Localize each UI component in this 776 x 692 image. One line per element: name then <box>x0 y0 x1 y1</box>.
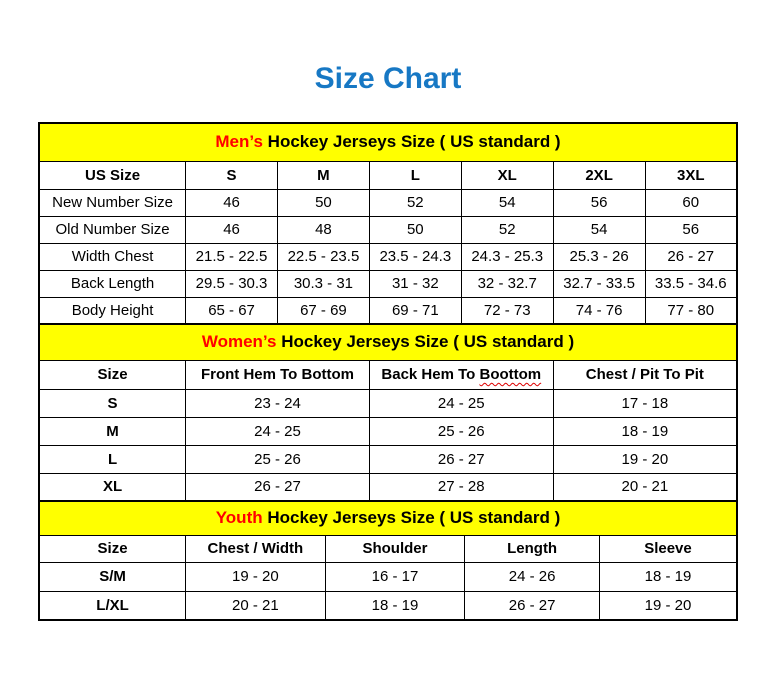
column-header-2xl: 2XL <box>553 161 645 189</box>
column-header-front-hem: Front Hem To Bottom <box>186 360 370 389</box>
cell-value: 18 - 19 <box>553 417 737 445</box>
table-row <box>39 297 737 324</box>
womens-section-title <box>39 324 737 360</box>
cell-value: 77 - 80 <box>645 297 737 324</box>
cell-value: 56 <box>645 216 737 243</box>
size-chart-tables <box>38 122 738 621</box>
table-row <box>39 562 737 591</box>
womens-table-body <box>39 389 737 501</box>
cell-value: 26 - 27 <box>369 445 553 473</box>
column-header-m: M <box>277 161 369 189</box>
table-row <box>39 216 737 243</box>
mens-section-title-row <box>39 123 737 161</box>
column-header-chest-pit: Chest / Pit To Pit <box>553 360 737 389</box>
cell-value: 72 - 73 <box>461 297 553 324</box>
column-header-3xl: 3XL <box>645 161 737 189</box>
cell-value: 18 - 19 <box>325 591 465 620</box>
cell-value: 31 - 32 <box>369 270 461 297</box>
cell-value: 17 - 18 <box>553 389 737 417</box>
cell-value: 26 - 27 <box>645 243 737 270</box>
cell-value: 19 - 20 <box>186 562 326 591</box>
womens-size-table <box>38 323 738 502</box>
cell-value: 54 <box>553 216 645 243</box>
row-label: Width Chest <box>39 243 186 270</box>
cell-value: 32.7 - 33.5 <box>553 270 645 297</box>
cell-value: 23 - 24 <box>186 389 370 417</box>
column-header-us-size: US Size <box>39 161 186 189</box>
mens-title-rest: Hockey Jerseys Size ( US standard ) <box>267 132 561 152</box>
column-header-size: Size <box>39 360 186 389</box>
cell-value: 32 - 32.7 <box>461 270 553 297</box>
table-row <box>39 243 737 270</box>
youth-section-title-row <box>39 501 737 535</box>
mens-size-table <box>38 122 738 325</box>
column-header-shoulder: Shoulder <box>325 535 465 562</box>
youth-accent-label: Youth <box>215 508 263 528</box>
back-hem-prefix: Back Hem To <box>381 366 476 383</box>
youth-column-header-row <box>39 535 737 562</box>
column-header-s: S <box>186 161 278 189</box>
youth-table-body <box>39 562 737 620</box>
column-header-back-hem <box>369 360 553 389</box>
cell-value: 24 - 25 <box>186 417 370 445</box>
womens-column-header-row <box>39 360 737 389</box>
womens-title-rest: Hockey Jerseys Size ( US standard ) <box>281 332 575 352</box>
column-header-l: L <box>369 161 461 189</box>
table-row <box>39 417 737 445</box>
cell-value: 67 - 69 <box>277 297 369 324</box>
mens-accent-label: Men’s <box>215 132 263 152</box>
youth-title-rest: Hockey Jerseys Size ( US standard ) <box>267 508 561 528</box>
cell-value: 20 - 21 <box>186 591 326 620</box>
cell-value: 52 <box>461 216 553 243</box>
mens-section-title <box>39 123 737 161</box>
youth-header-section <box>39 501 737 562</box>
cell-value: 19 - 20 <box>599 591 737 620</box>
table-row <box>39 445 737 473</box>
cell-value: 20 - 21 <box>553 473 737 501</box>
row-label: L/XL <box>39 591 186 620</box>
cell-value: 56 <box>553 189 645 216</box>
mens-table-body <box>39 189 737 324</box>
table-row <box>39 473 737 501</box>
womens-header-section <box>39 324 737 389</box>
column-header-length: Length <box>465 535 600 562</box>
cell-value: 69 - 71 <box>369 297 461 324</box>
row-label: Body Height <box>39 297 186 324</box>
cell-value: 24 - 26 <box>465 562 600 591</box>
table-row <box>39 189 737 216</box>
column-header-size: Size <box>39 535 186 562</box>
cell-value: 52 <box>369 189 461 216</box>
cell-value: 22.5 - 23.5 <box>277 243 369 270</box>
cell-value: 46 <box>186 216 278 243</box>
cell-value: 19 - 20 <box>553 445 737 473</box>
column-header-sleeve: Sleeve <box>599 535 737 562</box>
womens-section-title-row <box>39 324 737 360</box>
cell-value: 29.5 - 30.3 <box>186 270 278 297</box>
row-label: S/M <box>39 562 186 591</box>
cell-value: 46 <box>186 189 278 216</box>
cell-value: 50 <box>277 189 369 216</box>
cell-value: 60 <box>645 189 737 216</box>
cell-value: 25.3 - 26 <box>553 243 645 270</box>
back-hem-misspelled-word: Boottom <box>479 366 542 383</box>
cell-value: 26 - 27 <box>465 591 600 620</box>
mens-column-header-row <box>39 161 737 189</box>
row-label: Back Length <box>39 270 186 297</box>
cell-value: 65 - 67 <box>186 297 278 324</box>
cell-value: 16 - 17 <box>325 562 465 591</box>
cell-value: 50 <box>369 216 461 243</box>
cell-value: 27 - 28 <box>369 473 553 501</box>
row-label: L <box>39 445 186 473</box>
row-label: New Number Size <box>39 189 186 216</box>
cell-value: 23.5 - 24.3 <box>369 243 461 270</box>
cell-value: 74 - 76 <box>553 297 645 324</box>
cell-value: 26 - 27 <box>186 473 370 501</box>
table-row <box>39 270 737 297</box>
column-header-chest-width: Chest / Width <box>186 535 326 562</box>
cell-value: 33.5 - 34.6 <box>645 270 737 297</box>
mens-header-section <box>39 123 737 189</box>
cell-value: 48 <box>277 216 369 243</box>
table-row <box>39 591 737 620</box>
cell-value: 21.5 - 22.5 <box>186 243 278 270</box>
cell-value: 18 - 19 <box>599 562 737 591</box>
cell-value: 24 - 25 <box>369 389 553 417</box>
row-label: Old Number Size <box>39 216 186 243</box>
table-row <box>39 389 737 417</box>
row-label: M <box>39 417 186 445</box>
cell-value: 25 - 26 <box>186 445 370 473</box>
youth-section-title <box>39 501 737 535</box>
cell-value: 24.3 - 25.3 <box>461 243 553 270</box>
cell-value: 30.3 - 31 <box>277 270 369 297</box>
page-title: Size Chart <box>314 62 462 95</box>
row-label: S <box>39 389 186 417</box>
row-label: XL <box>39 473 186 501</box>
column-header-xl: XL <box>461 161 553 189</box>
womens-accent-label: Women’s <box>201 332 277 352</box>
cell-value: 54 <box>461 189 553 216</box>
cell-value: 25 - 26 <box>369 417 553 445</box>
youth-size-table <box>38 500 738 621</box>
